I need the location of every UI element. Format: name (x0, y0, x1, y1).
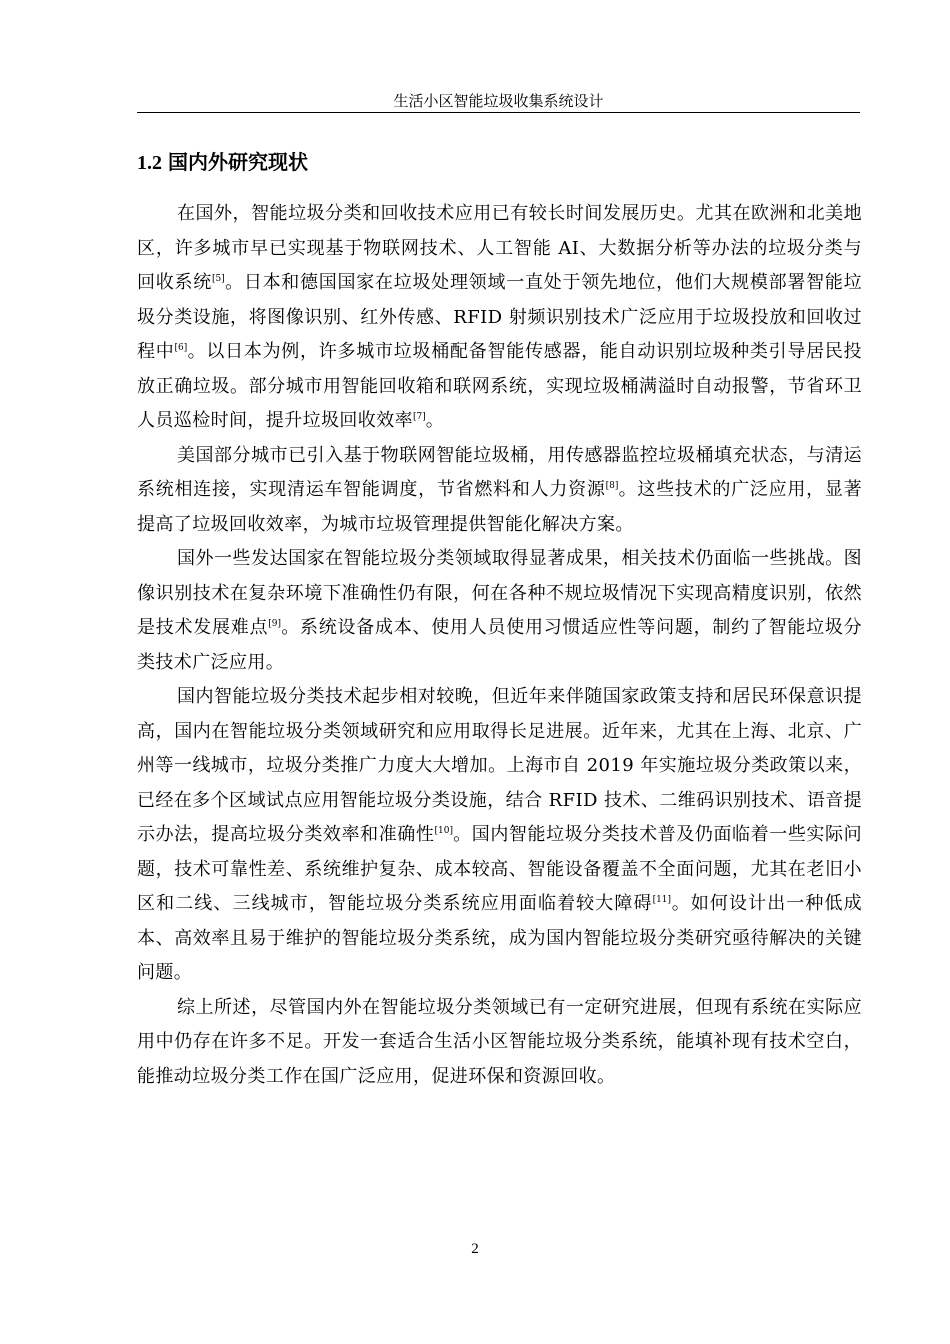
page-number: 2 (471, 1241, 479, 1257)
citation-ref: [9] (268, 619, 281, 629)
paragraph-text: 国内智能垃圾分类技术起步相对较晚，但近年来伴随国家政策支持和居民环保意识提高，国内在智能垃圾分类领域研究和应用取得长足进展。近年来，尤其在上海、北京、广州等一线城市，垃圾分类推广力度大大增加。上海市自 2019 年实施垃圾分类政策以来，已经在多个区域试点应用智能垃圾分类设施，结合 RFID 技术、二维码识别技术、语音提示办法，提高垃圾分类效率和准确性 (137, 686, 862, 845)
paragraph-text: 美国部分城市已引入基于物联网智能垃圾桶，用传感器监控垃圾桶填充状态，与清运系统相连接，实现清运车智能调度，节省燃料和人力资源 (137, 444, 862, 500)
paragraph-text: 。系统设备成本、使用人员使用习惯适应性等问题，制约了智能垃圾分类技术广泛应用。 (137, 617, 862, 673)
paragraph-text: 。日本和德国国家在垃圾处理领域一直处于领先地位，他们大规模部署智能垃圾分类设施，将图像识别、红外传感、RFID 射频识别技术广泛应用于垃圾投放和回收过程中 (137, 272, 862, 362)
section-heading (137, 150, 308, 175)
citation-ref: [5] (211, 274, 225, 284)
paragraph-4 (137, 680, 862, 991)
page-header-title: 生活小区智能垃圾收集系统设计 (393, 92, 604, 110)
section-number: 1.2 (137, 152, 162, 174)
paragraph-1 (137, 197, 862, 439)
citation-ref: [8] (605, 481, 619, 491)
paragraph-text: 国外一些发达国家在智能垃圾分类领域取得显著成果，相关技术仍面临一些挑战。图像识别技术在复杂环境下准确性仍有限，何在各种不规垃圾情况下实现高精度识别，依然是技术发展难点 (137, 548, 862, 638)
citation-ref: [10] (434, 826, 453, 836)
citation-ref: [6] (174, 343, 188, 353)
paragraph-text: 。以日本为例，许多城市垃圾桶配备智能传感器，能自动识别垃圾种类引导居民投放正确垃圾。部分城市用智能回收箱和联网系统，实现垃圾桶满溢时自动报警，节省环卫人员巡检时间，提升垃圾回收效率 (137, 341, 862, 431)
paragraph-2 (137, 439, 862, 543)
paragraph-text: 综上所述，尽管国内外在智能垃圾分类领域已有一定研究进展，但现有系统在实际应用中仍存在许多不足。开发一套适合生活小区智能垃圾分类系统，能填补现有技术空白，能推动垃圾分类工作在国广泛应用，促进环保和资源回收。 (137, 996, 862, 1087)
paragraph-text: 。如何设计出一种低成本、高效率且易于维护的智能垃圾分类系统，成为国内智能垃圾分类研究亟待解决的关键问题。 (137, 893, 862, 983)
body-text (137, 197, 862, 1094)
paragraph-text: 。国内智能垃圾分类技术普及仍面临着一些实际问题，技术可靠性差、系统维护复杂、成本较高、智能设备覆盖不全面问题，尤其在老旧小区和二线、三线城市，智能垃圾分类系统应用面临着较大障碍 (137, 824, 862, 914)
paragraph-text: 。 (425, 410, 445, 431)
paragraph-5 (137, 991, 862, 1095)
header-divider (137, 112, 860, 113)
paragraph-text: 在国外，智能垃圾分类和回收技术应用已有较长时间发展历史。尤其在欧洲和北美地区，许多城市早已实现基于物联网技术、人工智能 AI、大数据分析等办法的垃圾分类与回收系统 (137, 203, 862, 293)
citation-ref: [11] (652, 895, 672, 905)
citation-ref: [7] (413, 412, 426, 422)
section-title: 国内外研究现状 (168, 150, 308, 174)
paragraph-3 (137, 542, 862, 680)
paragraph-text: 。这些技术的广泛应用，显著提高了垃圾回收效率，为城市垃圾管理提供智能化解决方案。 (137, 479, 863, 535)
